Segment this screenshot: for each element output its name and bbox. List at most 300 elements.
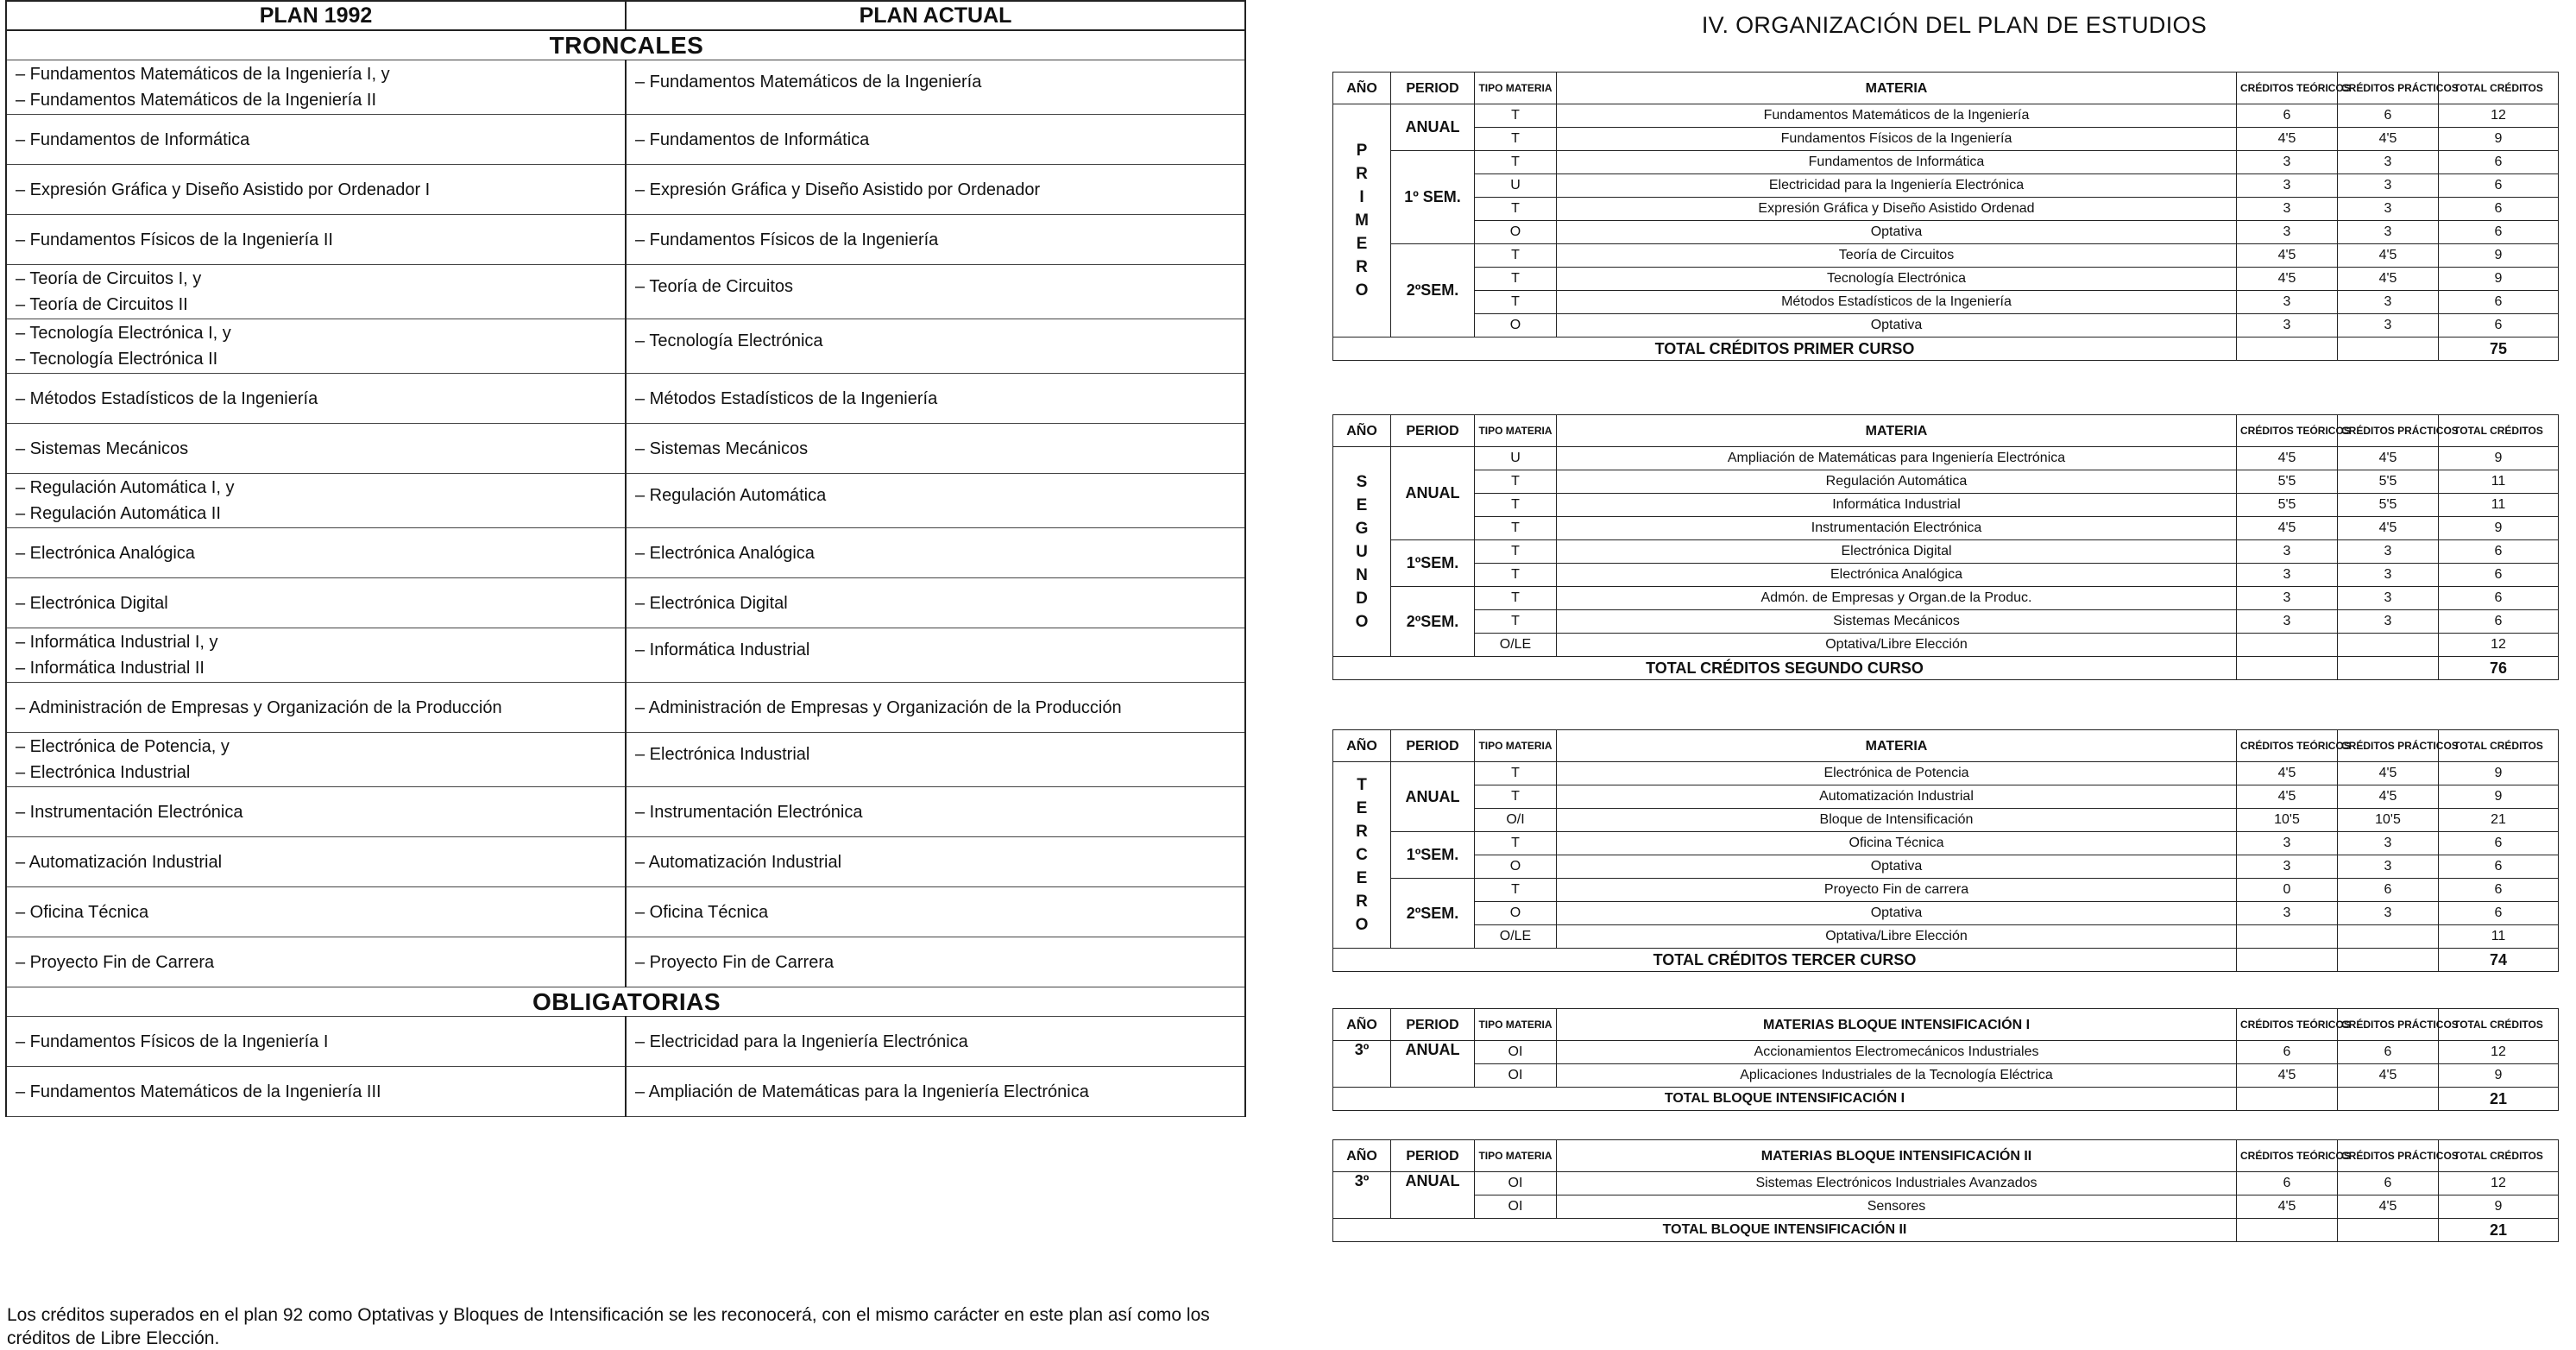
creditos-teoricos: 4'5: [2237, 244, 2338, 268]
col-tipo-materia: TIPO MATERIA: [1475, 1140, 1557, 1172]
creditos-teoricos: 4'5: [2237, 1064, 2338, 1088]
equivalence-row: [6, 424, 1245, 474]
subject-row: [1333, 879, 2559, 902]
plan-1992-cell: [6, 937, 626, 987]
total-label: TOTAL CRÉDITOS TERCER CURSO: [1333, 949, 2237, 972]
plan-actual-subject: – Administración de Empresas y Organización de la Producción: [626, 683, 1245, 733]
equivalence-row: [6, 215, 1245, 265]
plan-actual-subject: – Oficina Técnica: [626, 887, 1245, 937]
equivalence-row: [6, 528, 1245, 578]
equivalence-row: [6, 374, 1245, 424]
period-label: 2ºSEM.: [1391, 244, 1475, 338]
plan-1992-cell: [6, 837, 626, 887]
plan-1992-subject: – Instrumentación Electrónica: [16, 802, 243, 822]
tipo-materia: T: [1475, 517, 1557, 540]
plan-actual-subject: – Teoría de Circuitos: [626, 265, 1245, 319]
table-primer-curso: [1332, 72, 2559, 361]
plan-1992-subject: – Administración de Empresas y Organización de la Producción: [16, 697, 502, 717]
materia-name: Electricidad para la Ingeniería Electrónica: [1557, 174, 2237, 198]
plan-1992-cell: [6, 528, 626, 578]
subject-row: [1333, 174, 2559, 198]
tipo-materia: T: [1475, 470, 1557, 494]
total-practicos-empty: [2338, 1088, 2439, 1111]
equivalence-row: [6, 115, 1245, 165]
total-practicos-empty: [2338, 949, 2439, 972]
plan-actual-subject: – Electrónica Analógica: [626, 528, 1245, 578]
materia-name: Optativa: [1557, 902, 2237, 925]
tipo-materia: T: [1475, 785, 1557, 809]
creditos-teoricos: [2237, 925, 2338, 949]
plan-actual-subject: – Electrónica Industrial: [626, 733, 1245, 787]
equivalence-row: [6, 1067, 1245, 1117]
total-creditos: 9: [2439, 268, 2559, 291]
materia-name: Oficina Técnica: [1557, 832, 2237, 855]
creditos-practicos: 6: [2338, 1041, 2439, 1064]
creditos-teoricos: 6: [2237, 104, 2338, 128]
plan-1992-subject: – Informática Industrial II: [16, 659, 205, 678]
total-row: [1333, 1219, 2559, 1242]
materia-name: Electrónica de Potencia: [1557, 762, 2237, 785]
total-creditos: 6: [2439, 540, 2559, 564]
materia-name: Fundamentos Matemáticos de la Ingeniería: [1557, 104, 2237, 128]
total-teoricos-empty: [2237, 338, 2338, 361]
plan-1992-subject: – Electrónica Analógica: [16, 543, 195, 563]
equivalence-row: [6, 628, 1245, 683]
total-creditos: 6: [2439, 151, 2559, 174]
tipo-materia: T: [1475, 128, 1557, 151]
equivalence-body: [6, 30, 1245, 1117]
creditos-practicos: 3: [2338, 221, 2439, 244]
subject-row: [1333, 221, 2559, 244]
col-anio: AÑO: [1333, 730, 1391, 762]
plan-actual-subject: – Ampliación de Matemáticas para la Ingeniería Electrónica: [626, 1067, 1245, 1117]
col-total-creditos: TOTAL CRÉDITOS: [2439, 73, 2559, 104]
plan-1992-subject: – Fundamentos Matemáticos de la Ingeniería III: [16, 1082, 381, 1101]
plan-1992-subject: – Fundamentos Matemáticos de la Ingeniería I, y: [16, 65, 390, 84]
tipo-materia: T: [1475, 151, 1557, 174]
materia-name: Bloque de Intensificación: [1557, 809, 2237, 832]
equivalence-table: [5, 0, 1246, 1117]
subject-row: [1333, 470, 2559, 494]
creditos-practicos: 3: [2338, 198, 2439, 221]
col-creditos-practicos: CRÉDITOS PRÁCTICOS: [2338, 730, 2439, 762]
subject-row: [1333, 634, 2559, 657]
total-creditos: 6: [2439, 610, 2559, 634]
equivalence-row: [6, 578, 1245, 628]
creditos-teoricos: 3: [2237, 151, 2338, 174]
tipo-materia: T: [1475, 610, 1557, 634]
creditos-teoricos: 3: [2237, 855, 2338, 879]
plan-1992-subject: – Tecnología Electrónica II: [16, 350, 218, 369]
creditos-teoricos: 6: [2237, 1041, 2338, 1064]
plan-1992-cell: [6, 1067, 626, 1117]
total-creditos: 9: [2439, 762, 2559, 785]
plan-1992-subject: – Proyecto Fin de Carrera: [16, 952, 215, 972]
table-bloque-intensificacion-1: [1332, 1008, 2559, 1111]
total-creditos: 6: [2439, 221, 2559, 244]
tipo-materia: T: [1475, 540, 1557, 564]
col-total-creditos: TOTAL CRÉDITOS: [2439, 1140, 2559, 1172]
subject-row: [1333, 762, 2559, 785]
total-creditos: 6: [2439, 564, 2559, 587]
creditos-practicos: 4'5: [2338, 244, 2439, 268]
total-creditos: 12: [2439, 634, 2559, 657]
subject-row: [1333, 128, 2559, 151]
plan-actual-subject: – Sistemas Mecánicos: [626, 424, 1245, 474]
tipo-materia: U: [1475, 174, 1557, 198]
materia-name: Fundamentos de Informática: [1557, 151, 2237, 174]
tipo-materia: U: [1475, 447, 1557, 470]
materia-name: Teoría de Circuitos: [1557, 244, 2237, 268]
subject-row: [1333, 198, 2559, 221]
plan-heading: IV. ORGANIZACIÓN DEL PLAN DE ESTUDIOS: [1701, 12, 2208, 38]
tipo-materia: OI: [1475, 1064, 1557, 1088]
plan-1992-cell: [6, 265, 626, 319]
obligatorias-section-label: OBLIGATORIAS: [6, 987, 1245, 1017]
materia-name: Accionamientos Electromecánicos Industriales: [1557, 1041, 2237, 1064]
plan-actual-subject: – Expresión Gráfica y Diseño Asistido por Ordenador: [626, 165, 1245, 215]
subject-row: [1333, 151, 2559, 174]
total-row: [1333, 949, 2559, 972]
plan-actual-subject: – Automatización Industrial: [626, 837, 1245, 887]
plan-1992-subject: – Electrónica de Potencia, y: [16, 737, 230, 756]
tipo-materia: T: [1475, 494, 1557, 517]
creditos-teoricos: 6: [2237, 1172, 2338, 1195]
plan-actual-subject: – Métodos Estadísticos de la Ingeniería: [626, 374, 1245, 424]
plan-1992-header: PLAN 1992: [6, 1, 626, 30]
plan-actual-subject: – Fundamentos Físicos de la Ingeniería: [626, 215, 1245, 265]
tipo-materia: T: [1475, 762, 1557, 785]
plan-1992-cell: [6, 628, 626, 683]
col-creditos-practicos: CRÉDITOS PRÁCTICOS: [2338, 415, 2439, 447]
subject-row: [1333, 855, 2559, 879]
creditos-teoricos: 3: [2237, 221, 2338, 244]
block-year: 3º: [1333, 1041, 1391, 1088]
subject-row: [1333, 610, 2559, 634]
block-total: 21: [2439, 1219, 2559, 1242]
col-period: PERIOD: [1391, 73, 1475, 104]
plan-actual-subject: – Fundamentos Matemáticos de la Ingeniería: [626, 60, 1245, 115]
total-creditos: 9: [2439, 1195, 2559, 1219]
creditos-practicos: [2338, 634, 2439, 657]
creditos-practicos: 3: [2338, 174, 2439, 198]
creditos-practicos: 4'5: [2338, 268, 2439, 291]
tipo-materia: T: [1475, 291, 1557, 314]
creditos-practicos: 10'5: [2338, 809, 2439, 832]
total-creditos: 9: [2439, 517, 2559, 540]
plan-1992-cell: [6, 887, 626, 937]
plan-1992-cell: [6, 60, 626, 115]
table-tercer-curso: [1332, 729, 2559, 972]
creditos-teoricos: 4'5: [2237, 268, 2338, 291]
creditos-practicos: 6: [2338, 104, 2439, 128]
creditos-teoricos: 3: [2237, 291, 2338, 314]
subject-row: [1333, 104, 2559, 128]
subject-row: [1333, 540, 2559, 564]
equivalence-row: [6, 474, 1245, 528]
total-creditos: 21: [2439, 809, 2559, 832]
col-tipo-materia: TIPO MATERIA: [1475, 415, 1557, 447]
creditos-teoricos: 4'5: [2237, 762, 2338, 785]
col-total-creditos: TOTAL CRÉDITOS: [2439, 415, 2559, 447]
plan-1992-subject: – Métodos Estadísticos de la Ingeniería: [16, 388, 318, 408]
creditos-practicos: 4'5: [2338, 762, 2439, 785]
tipo-materia: O: [1475, 314, 1557, 338]
creditos-teoricos: [2237, 634, 2338, 657]
total-creditos: 9: [2439, 785, 2559, 809]
total-creditos: 6: [2439, 314, 2559, 338]
materia-name: Instrumentación Electrónica: [1557, 517, 2237, 540]
creditos-teoricos: 3: [2237, 540, 2338, 564]
col-tipo-materia: TIPO MATERIA: [1475, 1009, 1557, 1041]
creditos-practicos: 3: [2338, 291, 2439, 314]
materia-name: Optativa: [1557, 221, 2237, 244]
footnote: Los créditos superados en el plan 92 como Optativas y Bloques de Intensificación se les reconocerá, con el mismo carácter en este plan así como los créditos de Libre Elección.: [7, 1305, 1210, 1348]
col-creditos-teoricos: CRÉDITOS TEÓRICOS: [2237, 73, 2338, 104]
tipo-materia: OI: [1475, 1172, 1557, 1195]
total-teoricos-empty: [2237, 1219, 2338, 1242]
creditos-practicos: 4'5: [2338, 1064, 2439, 1088]
block-period: ANUAL: [1391, 1172, 1475, 1219]
materia-name: Electrónica Analógica: [1557, 564, 2237, 587]
creditos-practicos: 6: [2338, 879, 2439, 902]
total-teoricos-empty: [2237, 657, 2338, 680]
subject-row: [1333, 564, 2559, 587]
subject-row: [1333, 587, 2559, 610]
materia-name: Aplicaciones Industriales de la Tecnología Eléctrica: [1557, 1064, 2237, 1088]
subject-row: [1333, 291, 2559, 314]
creditos-practicos: 4'5: [2338, 128, 2439, 151]
total-label: TOTAL CRÉDITOS PRIMER CURSO: [1333, 338, 2237, 361]
materia-name: Ampliación de Matemáticas para Ingeniería Electrónica: [1557, 447, 2237, 470]
creditos-teoricos: 4'5: [2237, 128, 2338, 151]
total-creditos: 6: [2439, 855, 2559, 879]
materia-name: Métodos Estadísticos de la Ingeniería: [1557, 291, 2237, 314]
plan-1992-subject: – Electrónica Industrial: [16, 763, 191, 782]
equivalence-row: [6, 733, 1245, 787]
plan-actual-subject: – Informática Industrial: [626, 628, 1245, 683]
col-period: PERIOD: [1391, 415, 1475, 447]
subject-row: [1333, 925, 2559, 949]
materia-name: Proyecto Fin de carrera: [1557, 879, 2237, 902]
subject-row: [1333, 314, 2559, 338]
plan-1992-subject: – Electrónica Digital: [16, 593, 168, 613]
plan-actual-header: PLAN ACTUAL: [626, 1, 1245, 30]
col-total-creditos: TOTAL CRÉDITOS: [2439, 730, 2559, 762]
creditos-teoricos: 4'5: [2237, 517, 2338, 540]
course-total: 75: [2439, 338, 2559, 361]
subject-row: [1333, 832, 2559, 855]
col-total-creditos: TOTAL CRÉDITOS: [2439, 1009, 2559, 1041]
total-creditos: 6: [2439, 879, 2559, 902]
creditos-teoricos: 3: [2237, 902, 2338, 925]
plan-1992-subject: – Regulación Automática I, y: [16, 478, 235, 497]
creditos-teoricos: 3: [2237, 610, 2338, 634]
col-materia: MATERIA: [1557, 73, 2237, 104]
subject-row: [1333, 447, 2559, 470]
plan-actual-subject: – Electricidad para la Ingeniería Electrónica: [626, 1017, 1245, 1067]
equivalence-row: [6, 887, 1245, 937]
col-creditos-teoricos: CRÉDITOS TEÓRICOS: [2237, 1009, 2338, 1041]
plan-1992-subject: – Teoría de Circuitos II: [16, 295, 188, 314]
subject-row: [1333, 902, 2559, 925]
tipo-materia: OI: [1475, 1195, 1557, 1219]
total-creditos: 12: [2439, 104, 2559, 128]
creditos-teoricos: 5'5: [2237, 470, 2338, 494]
table-segundo-curso: [1332, 414, 2559, 680]
col-period: PERIOD: [1391, 1140, 1475, 1172]
plan-1992-cell: [6, 787, 626, 837]
total-creditos: 9: [2439, 128, 2559, 151]
period-label: 1ºSEM.: [1391, 540, 1475, 587]
subject-row: [1333, 1064, 2559, 1088]
col-materia: MATERIA: [1557, 415, 2237, 447]
equivalence-row: [6, 60, 1245, 115]
materia-name: Expresión Gráfica y Diseño Asistido Ordenad: [1557, 198, 2237, 221]
equivalence-row: [6, 787, 1245, 837]
materia-name: Automatización Industrial: [1557, 785, 2237, 809]
subject-row: [1333, 785, 2559, 809]
plan-actual-subject: – Electrónica Digital: [626, 578, 1245, 628]
equivalence-row: [6, 683, 1245, 733]
col-materia: MATERIAS BLOQUE INTENSIFICACIÓN II: [1557, 1140, 2237, 1172]
plan-1992-subject: – Expresión Gráfica y Diseño Asistido por Ordenador I: [16, 180, 431, 199]
materia-name: Admón. de Empresas y Organ.de la Produc.: [1557, 587, 2237, 610]
tipo-materia: O/LE: [1475, 634, 1557, 657]
col-tipo-materia: TIPO MATERIA: [1475, 73, 1557, 104]
materia-name: Optativa: [1557, 314, 2237, 338]
period-label: 2ºSEM.: [1391, 879, 1475, 949]
tipo-materia: T: [1475, 564, 1557, 587]
equivalence-row: [6, 319, 1245, 374]
creditos-teoricos: 3: [2237, 832, 2338, 855]
creditos-practicos: 4'5: [2338, 447, 2439, 470]
creditos-teoricos: 4'5: [2237, 785, 2338, 809]
creditos-practicos: 4'5: [2338, 1195, 2439, 1219]
subject-row: [1333, 1172, 2559, 1195]
table-bloque-intensificacion-2: [1332, 1139, 2559, 1242]
col-anio: AÑO: [1333, 1140, 1391, 1172]
total-label: TOTAL BLOQUE INTENSIFICACIÓN I: [1333, 1088, 2237, 1111]
col-materia: MATERIA: [1557, 730, 2237, 762]
creditos-teoricos: 3: [2237, 174, 2338, 198]
total-creditos: 11: [2439, 470, 2559, 494]
plan-1992-subject: – Tecnología Electrónica I, y: [16, 324, 231, 343]
total-row: [1333, 657, 2559, 680]
creditos-practicos: 5'5: [2338, 470, 2439, 494]
materia-name: Optativa/Libre Elección: [1557, 925, 2237, 949]
plan-1992-cell: [6, 1017, 626, 1067]
col-anio: AÑO: [1333, 415, 1391, 447]
creditos-practicos: 3: [2338, 540, 2439, 564]
plan-1992-subject: – Fundamentos de Informática: [16, 129, 250, 149]
equivalence-row: [6, 165, 1245, 215]
materia-name: Informática Industrial: [1557, 494, 2237, 517]
col-creditos-practicos: CRÉDITOS PRÁCTICOS: [2338, 1009, 2439, 1041]
equivalence-row: [6, 937, 1245, 987]
creditos-practicos: 3: [2338, 832, 2439, 855]
course-total: 76: [2439, 657, 2559, 680]
total-creditos: 11: [2439, 925, 2559, 949]
plan-1992-cell: [6, 165, 626, 215]
period-label: ANUAL: [1391, 762, 1475, 832]
tipo-materia: T: [1475, 832, 1557, 855]
materia-name: Electrónica Digital: [1557, 540, 2237, 564]
materia-name: Fundamentos Físicos de la Ingeniería: [1557, 128, 2237, 151]
plan-1992-cell: [6, 319, 626, 374]
materia-name: Regulación Automática: [1557, 470, 2237, 494]
plan-actual-subject: – Proyecto Fin de Carrera: [626, 937, 1245, 987]
creditos-teoricos: 4'5: [2237, 447, 2338, 470]
equivalence-row: [6, 837, 1245, 887]
plan-1992-subject: – Teoría de Circuitos I, y: [16, 269, 202, 288]
tipo-materia: T: [1475, 879, 1557, 902]
course-year-label: S E G U N D O: [1333, 447, 1391, 657]
subject-row: [1333, 517, 2559, 540]
col-period: PERIOD: [1391, 1009, 1475, 1041]
tipo-materia: T: [1475, 244, 1557, 268]
col-period: PERIOD: [1391, 730, 1475, 762]
period-label: ANUAL: [1391, 447, 1475, 540]
materia-name: Sistemas Mecánicos: [1557, 610, 2237, 634]
plan-1992-cell: [6, 733, 626, 787]
plan-1992-subject: – Sistemas Mecánicos: [16, 438, 189, 458]
subject-row: [1333, 494, 2559, 517]
tipo-materia: T: [1475, 104, 1557, 128]
creditos-teoricos: 5'5: [2237, 494, 2338, 517]
total-creditos: 6: [2439, 902, 2559, 925]
col-creditos-teoricos: CRÉDITOS TEÓRICOS: [2237, 1140, 2338, 1172]
plan-1992-cell: [6, 474, 626, 528]
materia-name: Optativa/Libre Elección: [1557, 634, 2237, 657]
creditos-teoricos: 3: [2237, 314, 2338, 338]
total-practicos-empty: [2338, 657, 2439, 680]
tipo-materia: T: [1475, 268, 1557, 291]
materia-name: Tecnología Electrónica: [1557, 268, 2237, 291]
materia-name: Sistemas Electrónicos Industriales Avanzados: [1557, 1172, 2237, 1195]
col-creditos-practicos: CRÉDITOS PRÁCTICOS: [2338, 73, 2439, 104]
plan-actual-subject: – Fundamentos de Informática: [626, 115, 1245, 165]
col-creditos-teoricos: CRÉDITOS TEÓRICOS: [2237, 415, 2338, 447]
plan-1992-subject: – Informática Industrial I, y: [16, 633, 218, 652]
total-creditos: 6: [2439, 832, 2559, 855]
creditos-practicos: 3: [2338, 902, 2439, 925]
plan-1992-cell: [6, 115, 626, 165]
materia-name: Sensores: [1557, 1195, 2237, 1219]
block-total: 21: [2439, 1088, 2559, 1111]
plan-1992-subject: – Automatización Industrial: [16, 852, 223, 872]
creditos-practicos: 3: [2338, 855, 2439, 879]
course-year-label: T E R C E R O: [1333, 762, 1391, 949]
total-row: [1333, 338, 2559, 361]
equivalence-row: [6, 265, 1245, 319]
creditos-teoricos: 4'5: [2237, 1195, 2338, 1219]
total-teoricos-empty: [2237, 1088, 2338, 1111]
col-anio: AÑO: [1333, 1009, 1391, 1041]
creditos-practicos: 5'5: [2338, 494, 2439, 517]
creditos-practicos: 3: [2338, 564, 2439, 587]
tipo-materia: T: [1475, 198, 1557, 221]
creditos-teoricos: 3: [2237, 587, 2338, 610]
creditos-practicos: 6: [2338, 1172, 2439, 1195]
plan-actual-subject: – Tecnología Electrónica: [626, 319, 1245, 374]
creditos-teoricos: 3: [2237, 564, 2338, 587]
total-row: [1333, 1088, 2559, 1111]
subject-row: [1333, 1195, 2559, 1219]
col-creditos-practicos: CRÉDITOS PRÁCTICOS: [2338, 1140, 2439, 1172]
tipo-materia: O: [1475, 221, 1557, 244]
subject-row: [1333, 244, 2559, 268]
